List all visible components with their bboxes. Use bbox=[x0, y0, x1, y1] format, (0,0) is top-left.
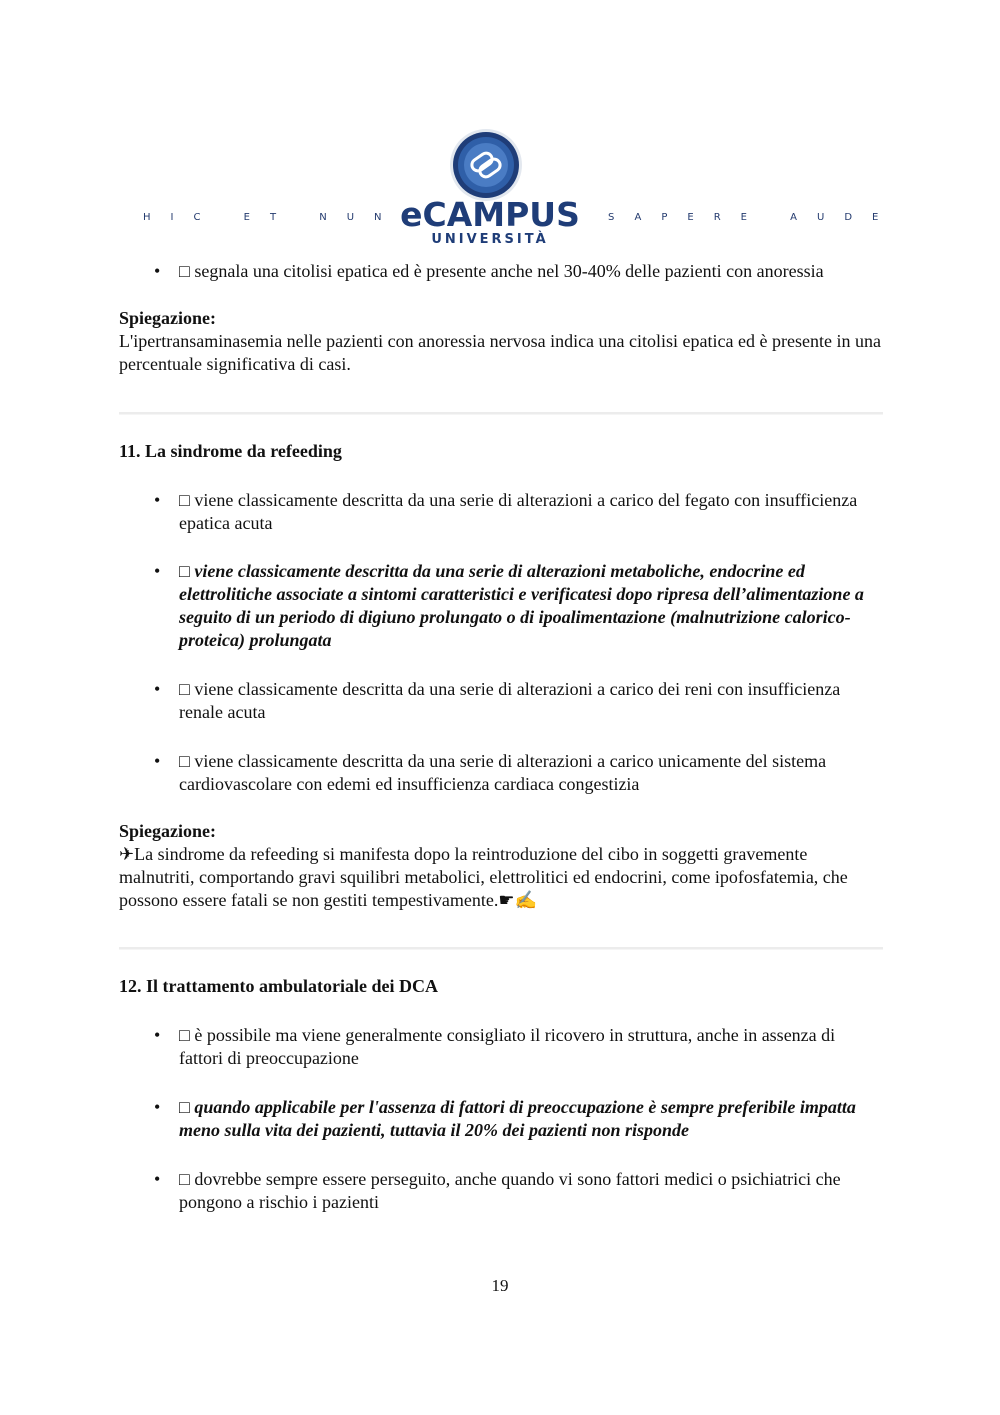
q11-option-2 bbox=[119, 560, 883, 652]
universita-logo-text: UNIVERSITÀ bbox=[431, 232, 549, 247]
q11-option-1: • □ viene classicamente descritta da una serie di alterazioni a carico del fegato con insufficienza epatica acuta bbox=[119, 489, 883, 535]
q12-title: 12. Il trattamento ambulatoriale dei DCA bbox=[119, 976, 438, 996]
motto-right: SAPERE AUDE bbox=[608, 212, 899, 223]
q12-option-1: • □ è possibile ma viene generalmente consigliato il ricovero in struttura, anche in assenza di fattori di preoccupazione bbox=[119, 1024, 883, 1070]
q11-option-2-text: viene classicamente descritta da una serie di alterazioni metaboliche, endocrine ed elettrolitiche associate a sintomi caratteristici e verificatesi dopo ripresa dell’alimentazione a seguito di un periodo di digiuno prolungato o di ipoalimentazione (malnutrizione calorico-proteica) prolungata bbox=[179, 561, 864, 650]
ecampus-logo-text: eCAMPUS bbox=[400, 195, 580, 234]
q10-option-last: • □ segnala una citolisi epatica ed è presente anche nel 30-40% delle pazienti con anoressia bbox=[119, 260, 883, 283]
q12-option-3: • □ dovrebbe sempre essere perseguito, anche quando vi sono fattori medici o psichiatrici che pongono a rischio i pazienti bbox=[119, 1168, 883, 1214]
q11-title: 11. La sindrome da refeeding bbox=[119, 441, 342, 461]
checkbox: □ bbox=[179, 561, 190, 581]
q10-options bbox=[119, 260, 883, 283]
q10-explanation: L'ipertransaminasemia nelle pazienti con anoressia nervosa indica una citolisi epatica ed è presente in una percentuale significativa di casi. bbox=[119, 331, 881, 374]
motto-left: HIC ET NUNC bbox=[143, 212, 429, 223]
q11-option-3: • □ viene classicamente descritta da una serie di alterazioni a carico dei reni con insufficienza renale acuta bbox=[119, 678, 883, 724]
q11-explanation-label: Spiegazione: bbox=[119, 821, 216, 841]
page-number: 19 bbox=[491, 1276, 509, 1295]
checkbox: □ bbox=[179, 1097, 190, 1117]
q11-option-4: • □ viene classicamente descritta da una serie di alterazioni a carico unicamente del sistema cardiovascolare con edemi ed insufficienza cardiaca congestizia bbox=[119, 750, 883, 796]
document-body bbox=[119, 260, 883, 1214]
q12-option-2-text: quando applicabile per l'assenza di fattori di preoccupazione è sempre preferibile impatta meno sulla vita dei pazienti, tuttavia il 20% dei pazienti non risponde bbox=[179, 1097, 856, 1140]
q12-option-2 bbox=[119, 1096, 883, 1142]
ecampus-emblem-icon bbox=[449, 128, 523, 202]
q10-explanation-label: Spiegazione: bbox=[119, 308, 216, 328]
q12-options bbox=[119, 1024, 883, 1214]
q11-options bbox=[119, 489, 883, 796]
q11-explanation: ✈La sindrome da refeeding si manifesta dopo la reintroduzione del cibo in soggetti gravemente malnutriti, comportando gravi squilibri metabolici, elettrolitici ed endocrini, come ipofosfatemia, che possono essere fatali se non gestiti tempestivamente.☛✍ bbox=[119, 844, 848, 910]
